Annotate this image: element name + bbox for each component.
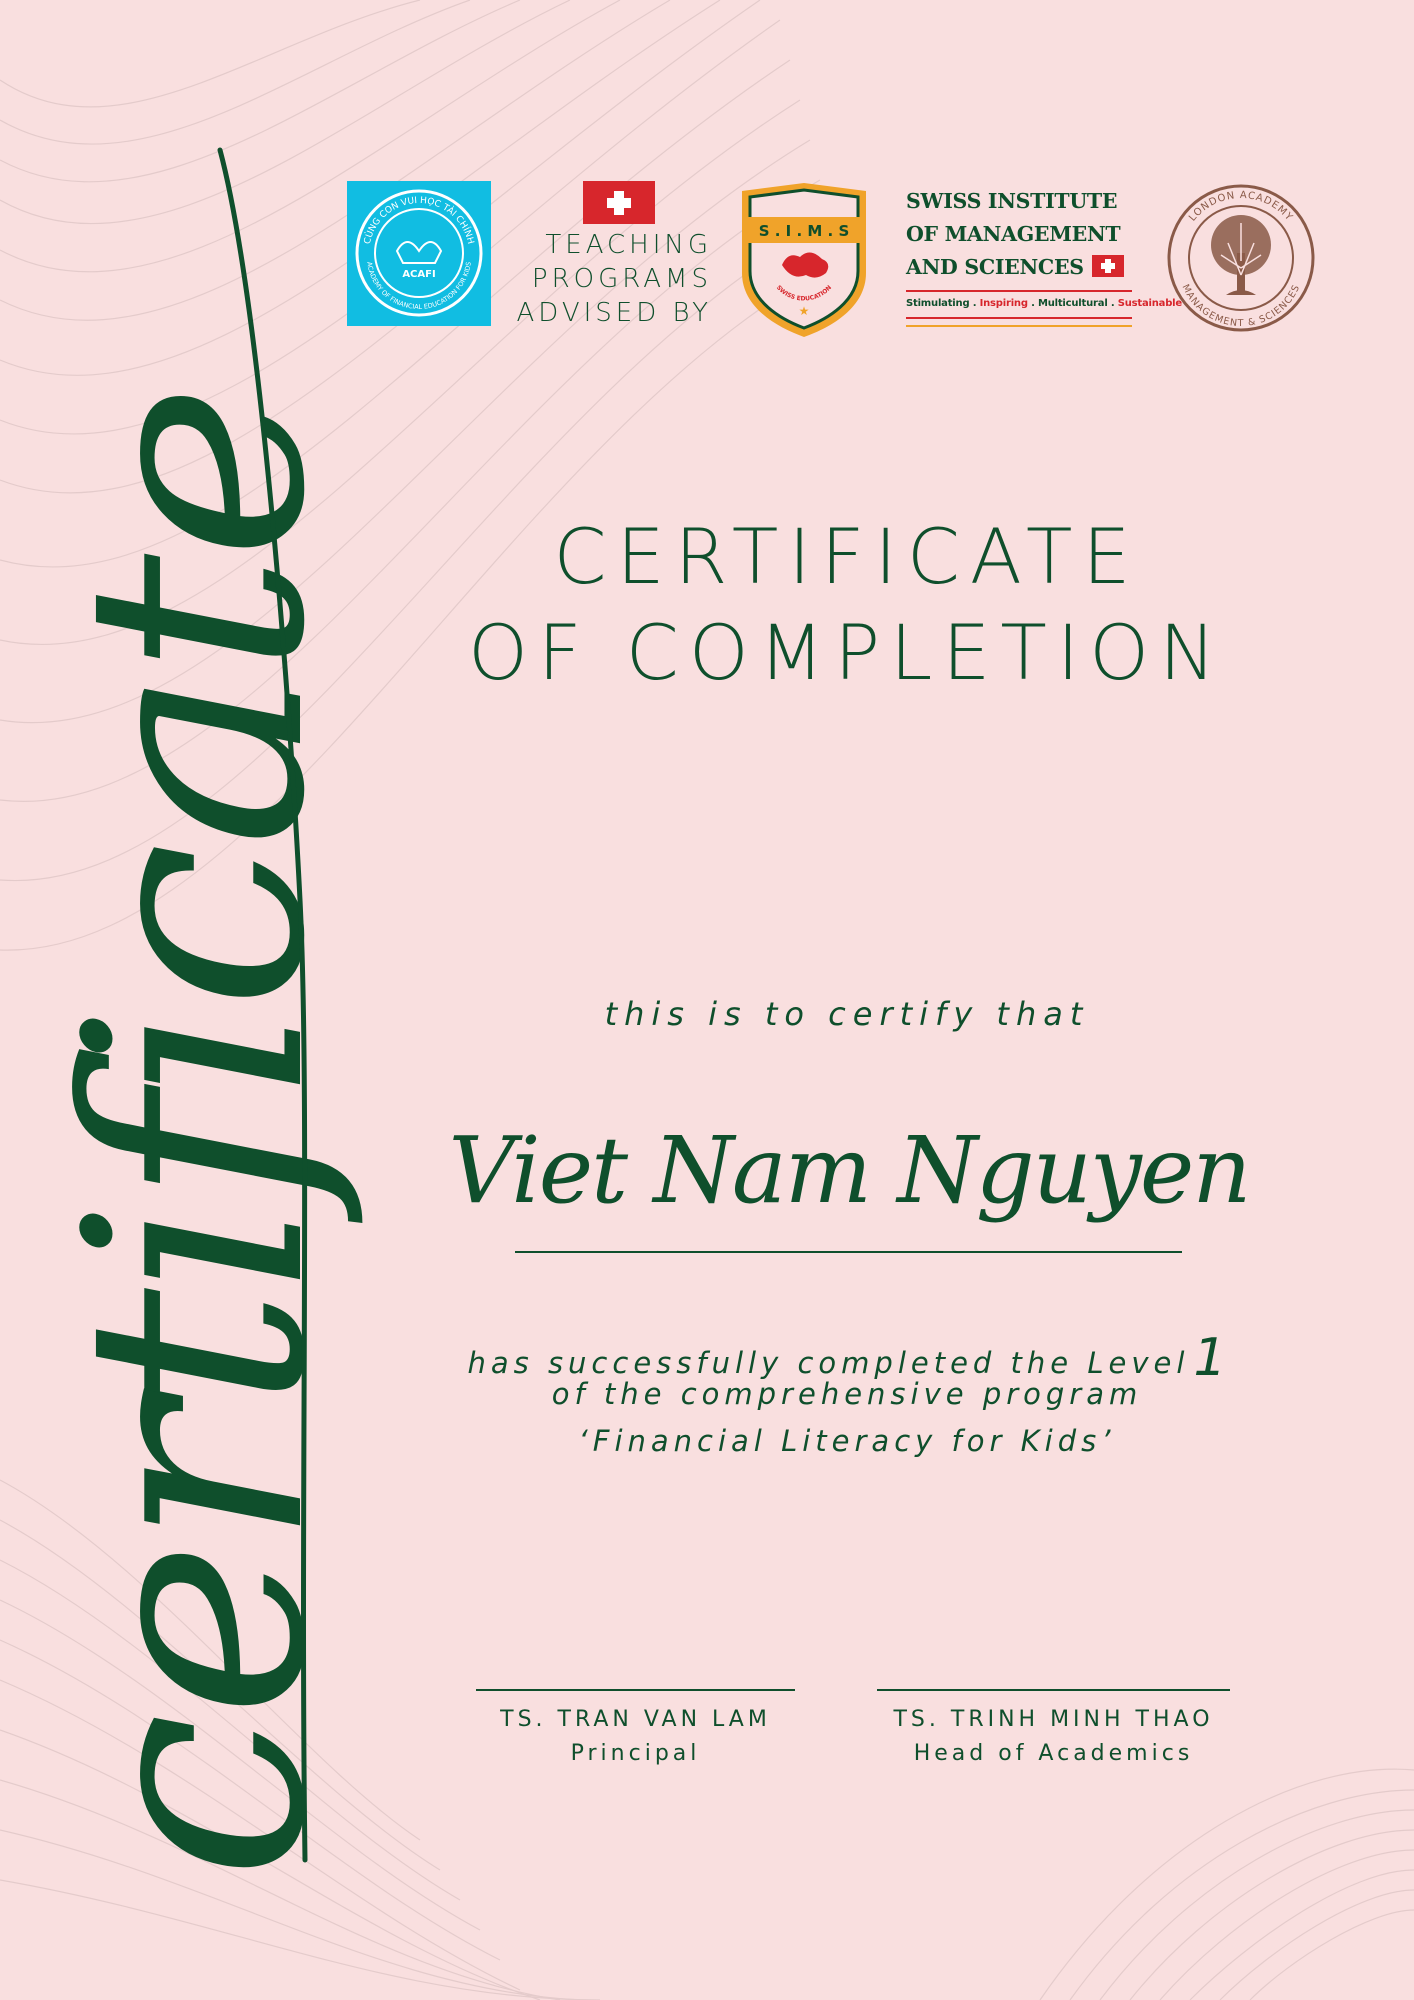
- swiss-institute-logo: [906, 185, 1182, 327]
- recipient-name: [448, 1070, 1250, 1250]
- svg-text:MANAGEMENT & SCIENCES: MANAGEMENT & SCIENCES: [1179, 282, 1303, 330]
- svg-text:ACADEMY OF FINANCIAL EDUCATION: ACADEMY OF FINANCIAL EDUCATION FOR KIDS: [365, 261, 473, 312]
- svg-text:LONDON ACADEMY: LONDON ACADEMY: [1187, 189, 1295, 224]
- swiss-institute-line-3: [906, 251, 1132, 284]
- london-academy-seal: [1166, 183, 1316, 333]
- svg-text:certificate: certificate: [22, 388, 371, 1880]
- certificate-title-line-1: CERTIFICATE: [553, 512, 1141, 601]
- svg-text:Viet Nam Nguyen: Viet Nam Nguyen: [448, 1117, 1250, 1224]
- level-number: 1: [1193, 1328, 1227, 1388]
- certificate-title-line-2: OF COMPLETION: [468, 608, 1226, 697]
- acafi-logo: [347, 181, 491, 326]
- signature-line-principal: [476, 1689, 795, 1691]
- completion-text: has successfully completed the Level: [467, 1346, 1190, 1380]
- signatory-name-2: TS. TRINH MINH THAO: [893, 1707, 1214, 1732]
- signatory-name-1: TS. TRAN VAN LAM: [500, 1707, 771, 1732]
- teaching-programs-text: [500, 228, 712, 330]
- signatory-role-2: Head of Academics: [913, 1741, 1194, 1766]
- svg-text:CÙNG CON VUI HỌC TÀI CHÍNH: CÙNG CON VUI HỌC TÀI CHÍNH: [362, 195, 476, 246]
- swiss-flag-small-icon: [1092, 255, 1124, 277]
- teaching-line-2: PROGRAMS: [531, 264, 712, 294]
- swiss-institute-line-2: OF MANAGEMENT: [906, 222, 1121, 246]
- swiss-institute-line-3-text: AND SCIENCES: [906, 255, 1084, 279]
- signatory-role-1: Principal: [570, 1741, 701, 1766]
- swiss-rule-red: [906, 317, 1132, 319]
- svg-text:SWISS EDUCATION: SWISS EDUCATION: [774, 284, 834, 303]
- teaching-line-3: ADVISED BY: [516, 298, 712, 328]
- swiss-flag-icon: [583, 181, 655, 224]
- svg-text:S . I . M . S: S . I . M . S: [758, 222, 850, 240]
- certify-text: this is to certify that: [604, 995, 1090, 1033]
- sims-shield-logo: [736, 181, 872, 339]
- program-name: ‘Financial Literacy for Kids’: [578, 1424, 1116, 1458]
- recipient-name-underline: [515, 1251, 1182, 1253]
- svg-text:★: ★: [798, 304, 810, 318]
- teaching-line-1: TEACHING: [545, 230, 712, 260]
- signature-line-head-academics: [877, 1689, 1230, 1691]
- completion-line-2: of the comprehensive program: [551, 1377, 1143, 1411]
- svg-text:ACAFI: ACAFI: [402, 269, 436, 280]
- swiss-institute-line-1: SWISS INSTITUTE: [906, 189, 1118, 213]
- swiss-institute-tagline: Stimulating . Inspiring . Multicultural . Sustainable: [906, 290, 1132, 309]
- swiss-rule-orange: [906, 325, 1132, 327]
